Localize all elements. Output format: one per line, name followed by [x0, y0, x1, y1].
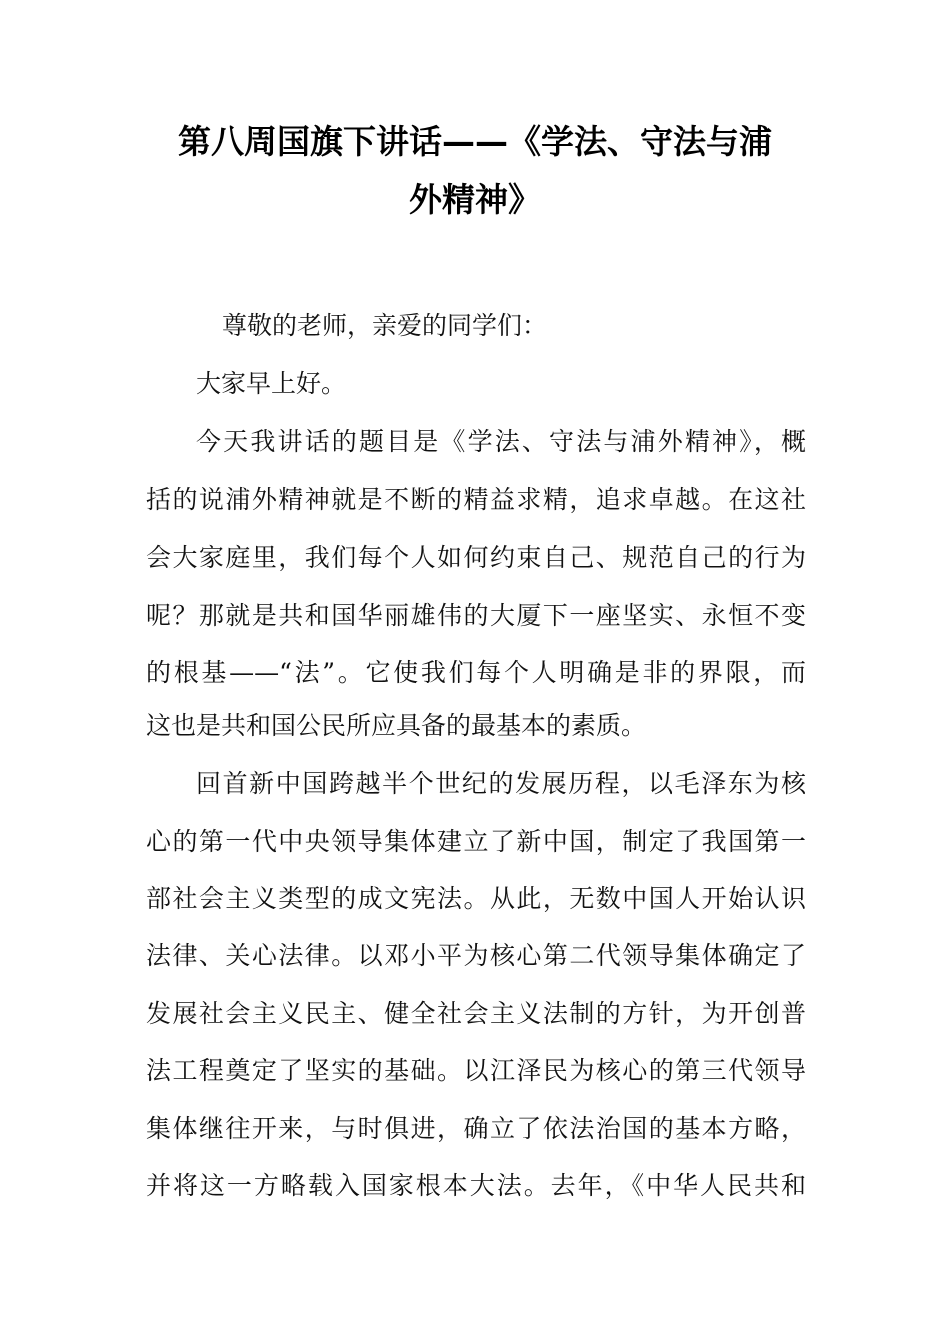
paragraph-2-line: 回首新中国跨越半个世纪的发展历程，以毛泽东为核 [196, 769, 806, 798]
salutation: 尊敬的老师，亲爱的同学们： [222, 311, 548, 340]
document-title-line-1: 第八周国旗下讲话——《学法、守法与浦 [178, 122, 772, 161]
paragraph-2-line: 部社会主义类型的成文宪法。从此，无数中国人开始认识 [146, 884, 806, 913]
paragraph-2-line: 心的第一代中央领导集体建立了新中国，制定了我国第一 [146, 827, 806, 856]
paragraph-1-line: 这也是共和国公民所应具备的最基本的素质。 [146, 711, 647, 740]
paragraph-1-line: 今天我讲话的题目是《学法、守法与浦外精神》，概 [196, 427, 806, 456]
paragraph-1-line: 的根基——“法”。它使我们每个人明确是非的界限，而 [146, 658, 806, 687]
paragraph-2-line: 集体继往开来，与时俱进，确立了依法治国的基本方略， [146, 1114, 806, 1143]
paragraph-1-line: 呢？那就是共和国华丽雄伟的大厦下一座坚实、永恒不变 [146, 601, 806, 630]
greeting: 大家早上好。 [196, 369, 347, 398]
paragraph-2-line: 发展社会主义民主、健全社会主义法制的方针，为开创普 [146, 999, 806, 1028]
paragraph-2-line: 法工程奠定了坚实的基础。以江泽民为核心的第三代领导 [146, 1056, 806, 1085]
paragraph-2-line: 并将这一方略载入国家根本大法。去年，《中华人民共和 [146, 1171, 806, 1200]
paragraph-1-line: 会大家庭里，我们每个人如何约束自己、规范自己的行为 [146, 543, 806, 572]
paragraph-1-line: 括的说浦外精神就是不断的精益求精，追求卓越。在这社 [146, 485, 806, 514]
paragraph-2-line: 法律、关心法律。以邓小平为核心第二代领导集体确定了 [146, 941, 806, 970]
document-title-line-2: 外精神》 [409, 180, 541, 219]
